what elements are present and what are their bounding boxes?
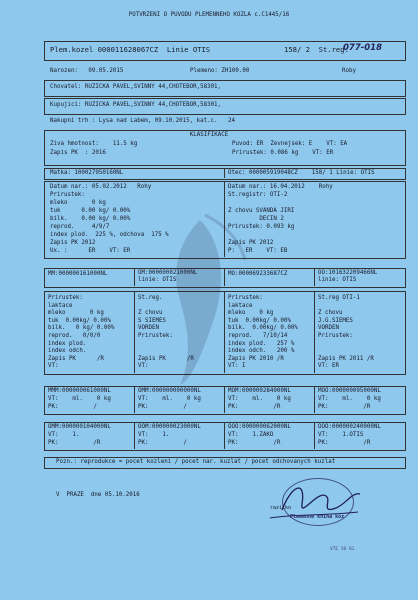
- grandparent-detail-line: laktace: [228, 302, 253, 309]
- grandparent-detail-line: reprod. 0/0/0: [48, 333, 101, 339]
- grandparent-detail-line: Z chovu: [138, 310, 163, 317]
- ancestor-line: PK: /R: [48, 440, 101, 446]
- kupujici-value: RUZICKA PAVEL,SVINNY 44,CHOTEBOR,58301,: [84, 102, 222, 108]
- grandparent-detail-line: Prirustek:: [318, 333, 353, 339]
- ancestor-line: VT: 1.: [48, 432, 80, 438]
- grandparent-detail-line: index plod. 257 %: [228, 340, 295, 347]
- ancestor-line: PK: /R: [318, 404, 371, 410]
- ancestor-line: PK: /R: [318, 440, 371, 446]
- zapis-pk: Zapis PK : 2016: [50, 150, 106, 156]
- ancestor-line: VT: ml. 0 kg: [228, 396, 291, 402]
- roby: Roby: [342, 68, 356, 74]
- stamp-small-text: VTE 50 81: [330, 547, 355, 552]
- grandparent-detail-line: VT: I: [228, 363, 246, 370]
- grandparent-detail-line: index odch. 200 %: [228, 348, 295, 355]
- ancestor-line: PK: /: [138, 440, 187, 446]
- grandparent-detail-line: mleko 0 kg: [228, 310, 274, 317]
- place-date: V PRAZE dne 05.10.2016: [56, 492, 140, 498]
- ancestor-line: OOO:000000062000NL: [228, 424, 291, 430]
- otec: Otec: 000005919048CZ 158/ 1 Linie: OTIS: [228, 170, 375, 176]
- grandparent-detail-line: index odch.: [48, 348, 87, 355]
- grandparent-detail-line: VT:: [48, 363, 59, 370]
- ancestor-line: VT: ml. 0 kg: [318, 396, 381, 402]
- plemeno-value: ZH100.00: [221, 68, 250, 74]
- grandparent-om: OM:000000021000NL linie: OTIS: [138, 270, 198, 283]
- ancestor-line: OOM:000000023000NL: [138, 424, 201, 430]
- puvod: Puvod: ER Zevnejsek: E VT: EA: [232, 141, 348, 147]
- grandparent-detail-line: Zapis PK /R: [48, 355, 104, 362]
- ancestor-line: MOM:000000284000NL: [228, 388, 291, 394]
- grandparent-detail-line: reprod. 7/10/14: [228, 333, 288, 339]
- stamp-text: Plemenne kniha koz: [290, 514, 345, 520]
- grandparent-detail-line: tuk 0.00kg/ 0.00%: [228, 317, 291, 324]
- grandparent-detail-line: index plod.: [48, 340, 87, 347]
- linie-value: OTIS: [192, 45, 211, 54]
- plem-kozel-label: Plem.kozel: [50, 45, 94, 54]
- grandparent-detail-line: bilk. 0 kg/ 0.00%: [48, 325, 115, 332]
- ancestor-line: PK: /: [138, 404, 187, 410]
- ancestor-line: VT: 1.: [138, 432, 170, 438]
- narozen-value: 09.05.2015: [88, 68, 124, 74]
- ancestor-line: OMM:000000104000NL: [48, 424, 111, 430]
- note-text: Pozn.: reprodukce = pocet kozleni / pocet nar. kuzlat / pocet odchovanych kuzlat: [56, 459, 336, 465]
- grandparent-detail-line: bilk. 0.00kg/ 0.00%: [228, 325, 298, 332]
- grandparent-detail-line: Zapis PK 2011 /R: [318, 355, 374, 362]
- grandparent-mm: MM:000000161000NL: [48, 271, 108, 277]
- chovatel-value: RUZICKA PAVEL,SVINNY 44,CHOTEBOR,58301,: [84, 84, 222, 90]
- klasifikace-title: KLASIFIKACE: [189, 132, 229, 138]
- ancestor-line: MMM:000000061000NL: [48, 388, 111, 394]
- prirustek: Prirustek: 0.086 kg VT: ER: [232, 150, 334, 156]
- grandparent-detail-line: laktace: [48, 302, 73, 309]
- grandparent-detail-line: Prirustek:: [138, 333, 173, 339]
- grandparent-detail-line: Prirustek:: [48, 295, 83, 301]
- grandparent-detail-line: VT:: [138, 363, 149, 370]
- nakupni-value: Lysa nad Labem, 09.10.2015, kat.c. 24: [98, 118, 235, 124]
- ziva-hmotnost: Ziva hmotnost: 11.5 kg: [50, 141, 138, 147]
- grandparent-detail-line: VORDEN: [138, 325, 159, 332]
- ancestor-line: MOO:000000095000NL: [318, 388, 381, 394]
- plem-kozel-number: 000011628067CZ: [97, 45, 159, 54]
- st-reg-label: St.reg.: [318, 45, 349, 54]
- grandparent-oo: OO:101632209466NL linie: OTIS: [318, 270, 378, 283]
- chovatel-label: Chovatel:: [50, 84, 82, 90]
- nakupni-label: Nakupni trh :: [50, 118, 96, 124]
- grandparent-detail-line: St.reg.: [138, 295, 163, 301]
- grandparent-mo: MO:000069233687CZ: [228, 271, 288, 277]
- ancestor-line: VT: ml. 0 kg: [138, 396, 201, 402]
- grandparent-detail-line: S SIEMES: [138, 317, 166, 324]
- grandparent-detail-line: St.reg OTI-1: [318, 295, 360, 301]
- grandparent-detail-line: mleko 0 kg: [48, 310, 104, 317]
- header-page: 158/ 2: [284, 45, 310, 54]
- grandparent-detail-line: VORDEN: [318, 325, 339, 332]
- ancestor-line: PK: /R: [228, 440, 281, 446]
- grandparent-detail-line: Z chovu: [318, 310, 343, 317]
- ancestor-line: OMM:000000000000NL: [138, 388, 201, 394]
- ancestor-line: PK: /R: [228, 404, 281, 410]
- matka: Matka: 100027950160NL: [50, 170, 124, 176]
- ancestor-line: VT: 1.ZAKO: [228, 432, 274, 438]
- ancestor-line: PK: /: [48, 404, 97, 410]
- linie-label: Linie: [166, 45, 189, 54]
- grandparent-detail-line: tuk 0.00kg/ 0.00%: [48, 317, 111, 324]
- signature-prefix: razitko: [270, 505, 292, 511]
- ancestor-line: VT: ml. 0 kg: [48, 396, 111, 402]
- grandparent-detail-line: J.G.SIEMES: [318, 317, 353, 324]
- grandparent-detail-line: Zapis PK 2010 /R: [228, 355, 284, 362]
- certificate-page: POTVRZENI O PUVODU PLEMENNEHO KOZLA c.C1445/16 Plem.kozel 000011628067CZ Linie OTIS 158/ 2 St.reg. 077-018 Narozen: 09.05.2015 Plemeno: ZH100.00 Roby Chovatel: RUZICKA PAVEL,SVINNY 44,CHOTEBOR,58301, Kupujici: RUZICKA PAVEL,SVINNY 44,CHOTEBOR,58301, Nakupni trh : Lysa nad Labem, 09.10.2015, kat.c. 24 KLASIFIKACE Ziva hmotnost: 11.5 kg Puvod: ER Zevnejsek: E VT: EA Zapis PK : 2016 Prirustek: 0.086 kg VT: ER Matka: 100027950160NL Otec: 000005919048CZ 158/ 1 Linie: OTIS Datum nar.: 05.02.2012 Rohy Prirustek: mleko 0 kg tuk 0.00 kg/ 0.00% bilk. 0.00 kg/ 0.00% reprod. 4/9/7 index plod. 225 %, odchova 175 % Zapis PK 2012 Ux. : ER VT: ER Datum nar.: 16.04.2012 Rohy St.registr: OTI-2 Z chovu SVANDA JIRI DECIN 2 Prirustek: 0.093 kg Zapis PK 2012 P: ER VT: EB MM:000000161000NL OM:000000021000NL linie: OTIS MO:000069233687CZ OO:101632209466NL linie: OTIS Prirustek: laktace mleko 0 kg tuk 0.00kg/ 0.00% bilk. 0 kg/ 0.00% reprod. 0/0/0 index plod. index odch. Zapis PK /R VT: St.reg. Z chovu S SIEMES VORDEN Prirustek: Zapis PK /R VT: Prirustek: laktace mleko 0 kg tuk 0.00kg/ 0.00% bilk. 0.00kg/ 0.00% reprod. 7/10/14 index plod. 257 % index odch. 200 % Zapis PK 2010 /R VT: I St.reg OTI-1 Z chovu J.G.SIEMES VORDEN Prirustek: Zapis PK 2011 /R VT: ER MMM:000000061000NL VT: ml. 0 kg PK: / OMM:000000000000NL VT: ml. 0 kg PK: / MOM:000000284000NL VT: ml. 0 kg PK: /R MOO:000000095000NL VT: ml. 0 kg PK: /R OMM:000000104000NL VT: 1. PK: /R OOM:000000023000NL VT: 1. PK: / OOO:000000062000NL VT: 1.ZAKO PK: /R OOO:000000240000NL VT: 1.OTIS PK: /R Pozn.: reprodukce = pocet kozleni / pocet nar. kuzlat / pocet odchovanych kuzlat V PRAZE dne 05.10.2016 razitko Plemenne kniha koz VTE 50 81: [0, 0, 418, 600]
- narozen-label: Narozen:: [50, 68, 78, 74]
- kupujici-label: Kupujici:: [50, 102, 82, 108]
- ancestor-line: OOO:000000240000NL: [318, 424, 381, 430]
- document-title: POTVRZENI O PUVODU PLEMENNEHO KOZLA c.C1445/16: [128, 12, 290, 18]
- plemeno-label: Plemeno:: [190, 68, 218, 74]
- grandparent-detail-line: Prirustek:: [228, 295, 263, 301]
- ancestor-line: VT: 1.OTIS: [318, 432, 364, 438]
- st-reg-handwritten: 077-018: [343, 43, 383, 53]
- grandparent-detail-line: Zapis PK /R: [138, 355, 194, 362]
- grandparent-detail-line: VT: ER: [318, 363, 339, 370]
